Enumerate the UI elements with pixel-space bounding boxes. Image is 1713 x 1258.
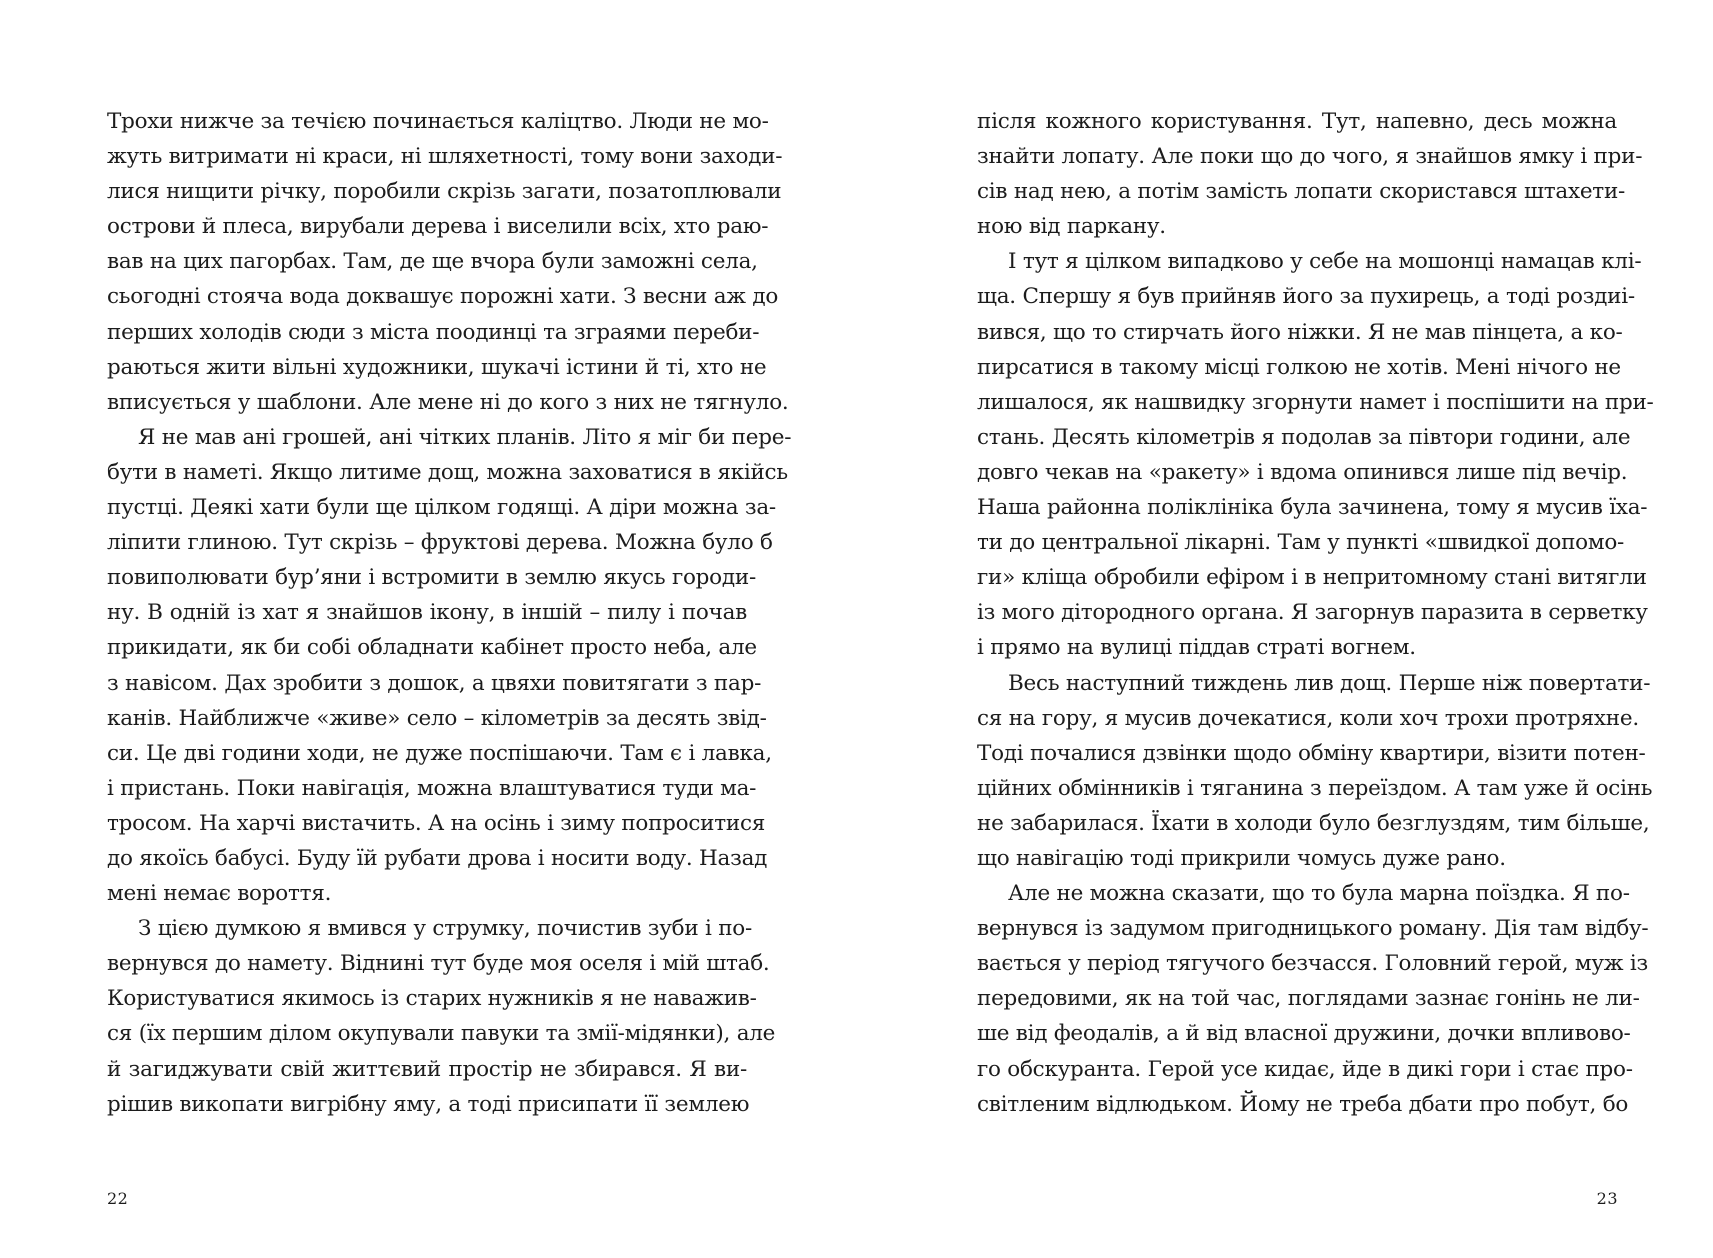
right-page-text xyxy=(977,104,1654,1122)
text-line: із мого дітородного органа. Я загорнув паразита в серветку xyxy=(977,600,1648,626)
text-line: прикидати, як би собі обладнати кабінет просто неба, але xyxy=(107,635,757,661)
text-line: лишалося, як нашвидку згорнути намет і поспішити на при- xyxy=(977,389,1654,415)
text-line: си. Це дві години ходи, не дуже поспішаючи. Там є і лавка, xyxy=(107,740,772,766)
text-line: з навісом. Дах зробити з дошок, а цвяхи повитягати з пар- xyxy=(107,670,762,696)
text-line: що навігацію тоді прикрили чомусь дуже рано. xyxy=(977,845,1506,871)
text-line: ше від феодалів, а й від власної дружини, дочки впливово- xyxy=(977,1021,1631,1047)
text-line: Весь наступний тиждень лив дощ. Перше ніж повертати- xyxy=(1008,670,1651,696)
text-line: до якоїсь бабусі. Буду їй рубати дрова і носити воду. Назад xyxy=(107,845,768,871)
text-line: го обскуранта. Герой усе кидає, йде в дикі гори і стає про- xyxy=(977,1056,1633,1082)
text-line: Наша районна поліклініка була зачинена, тому я мусив їха- xyxy=(977,495,1648,521)
text-line: ща. Спершу я був прийняв його за пухирець, а тоді роздиі- xyxy=(977,284,1635,310)
text-line: сьогодні стояча вода доквашує порожні хати. З весни аж до xyxy=(107,284,779,310)
text-line: й загиджувати свій життєвий простір не збирався. Я ви- xyxy=(107,1056,747,1082)
text-line: раються жити вільні художники, шукачі істини й ті, хто не xyxy=(107,354,767,380)
text-line: вернувся із задумом пригодницького роману. Дія там відбу- xyxy=(977,916,1649,942)
text-line: ги» кліща обробили ефіром і в непритомному стані витягли xyxy=(977,565,1647,591)
text-line: ся (їх першим ділом окупували павуки та змії-мідянки), але xyxy=(107,1021,776,1047)
text-line: З цією думкою я вмився у струмку, почистив зуби і по- xyxy=(138,916,752,942)
text-line: вається у період тягучого безчасся. Головний герой, муж із xyxy=(977,951,1649,977)
text-line: ційних обмінників і тяганина з переїздом. А там уже й осінь xyxy=(977,775,1653,801)
text-line: стань. Десять кілометрів я подолав за півтори години, але xyxy=(977,424,1631,450)
text-line: ліпити глиною. Тут скрізь – фруктові дерева. Можна було б xyxy=(107,530,773,556)
left-page-number: 22 xyxy=(107,1189,129,1208)
text-line: рішив викопати вигрібну яму, а тоді присипати її землею xyxy=(107,1091,750,1117)
left-page xyxy=(107,104,792,1122)
text-line: жуть витримати ні краси, ні шляхетності, тому вони заходи- xyxy=(107,144,783,170)
right-page xyxy=(977,104,1654,1122)
text-line: вписується у шаблони. Але мене ні до кого з них не тягнуло. xyxy=(107,389,789,415)
text-line: пирсатися в такому місці голкою не хотів. Мені нічого не xyxy=(977,354,1621,380)
text-line: після кожного користування. Тут, напевно, десь можна xyxy=(977,109,1617,134)
text-line: передовими, як на той час, поглядами зазнає гонінь не ли- xyxy=(977,986,1640,1012)
text-line: Користуватися якимось із старих нужників я не наважив- xyxy=(107,986,757,1012)
text-line: ну. В одній із хат я знайшов ікону, в іншій – пилу і почав xyxy=(107,600,747,626)
text-line: острови й плеса, вирубали дерева і виселили всіх, хто раю- xyxy=(107,214,769,240)
text-line: знайти лопату. Але поки що до чого, я знайшов ямку і при- xyxy=(977,144,1643,170)
text-line: вився, що то стирчать його ніжки. Я не мав пінцета, а ко- xyxy=(977,319,1623,345)
text-line: сів над нею, а потім замість лопати скористався штахети- xyxy=(977,179,1626,205)
text-line: ся на гору, я мусив дочекатися, коли хоч трохи протряхне. xyxy=(977,705,1639,731)
text-line: бути в наметі. Якщо литиме дощ, можна заховатися в якійсь xyxy=(107,459,788,485)
text-line: не забарилася. Їхати в холоди було безглуздям, тим більше, xyxy=(977,810,1650,836)
text-line: ти до центральної лікарні. Там у пункті «швидкої допомо- xyxy=(977,530,1625,556)
text-line: вав на цих пагорбах. Там, де ще вчора були заможні села, xyxy=(107,249,758,275)
text-line: пустці. Деякі хати були ще цілком годящі. А діри можна за- xyxy=(107,495,776,521)
text-line: довго чекав на «ракету» і вдома опинився лише під вечір. xyxy=(977,459,1628,485)
left-page-text xyxy=(107,104,792,1122)
text-line: світленим відлюдьком. Йому не треба дбати про побут, бо xyxy=(977,1091,1629,1117)
text-line: Трохи нижче за течією починається каліцтво. Люди не мо- xyxy=(107,109,769,134)
right-page-number: 23 xyxy=(1596,1189,1618,1208)
text-line: ною від паркану. xyxy=(977,214,1166,240)
text-line: Але не можна сказати, що то була марна поїздка. Я по- xyxy=(1008,881,1630,907)
text-line: мені немає вороття. xyxy=(107,881,332,907)
text-line: лися нищити річку, поробили скрізь загати, позатоплювали xyxy=(107,179,782,205)
text-line: вернувся до намету. Віднині тут буде моя оселя і мій штаб. xyxy=(107,951,770,977)
text-line: перших холодів сюди з міста поодинці та зграями переби- xyxy=(107,319,760,345)
text-line: Я не мав ані грошей, ані чітких планів. Літо я міг би пере- xyxy=(138,424,792,450)
text-line: І тут я цілком випадково у себе на мошонці намацав клі- xyxy=(1008,249,1642,275)
text-line: Тоді почалися дзвінки щодо обміну квартири, візити потен- xyxy=(977,740,1646,766)
text-line: і прямо на вулиці піддав страті вогнем. xyxy=(977,635,1416,661)
text-line: канів. Найближче «живе» село – кілометрів за десять звід- xyxy=(107,705,767,731)
text-line: тросом. На харчі вистачить. А на осінь і зиму попроситися xyxy=(107,810,766,836)
text-line: і пристань. Поки навігація, можна влаштуватися туди ма- xyxy=(107,775,757,801)
text-line: повиполювати бур’яни і встромити в землю якусь городи- xyxy=(107,565,756,591)
